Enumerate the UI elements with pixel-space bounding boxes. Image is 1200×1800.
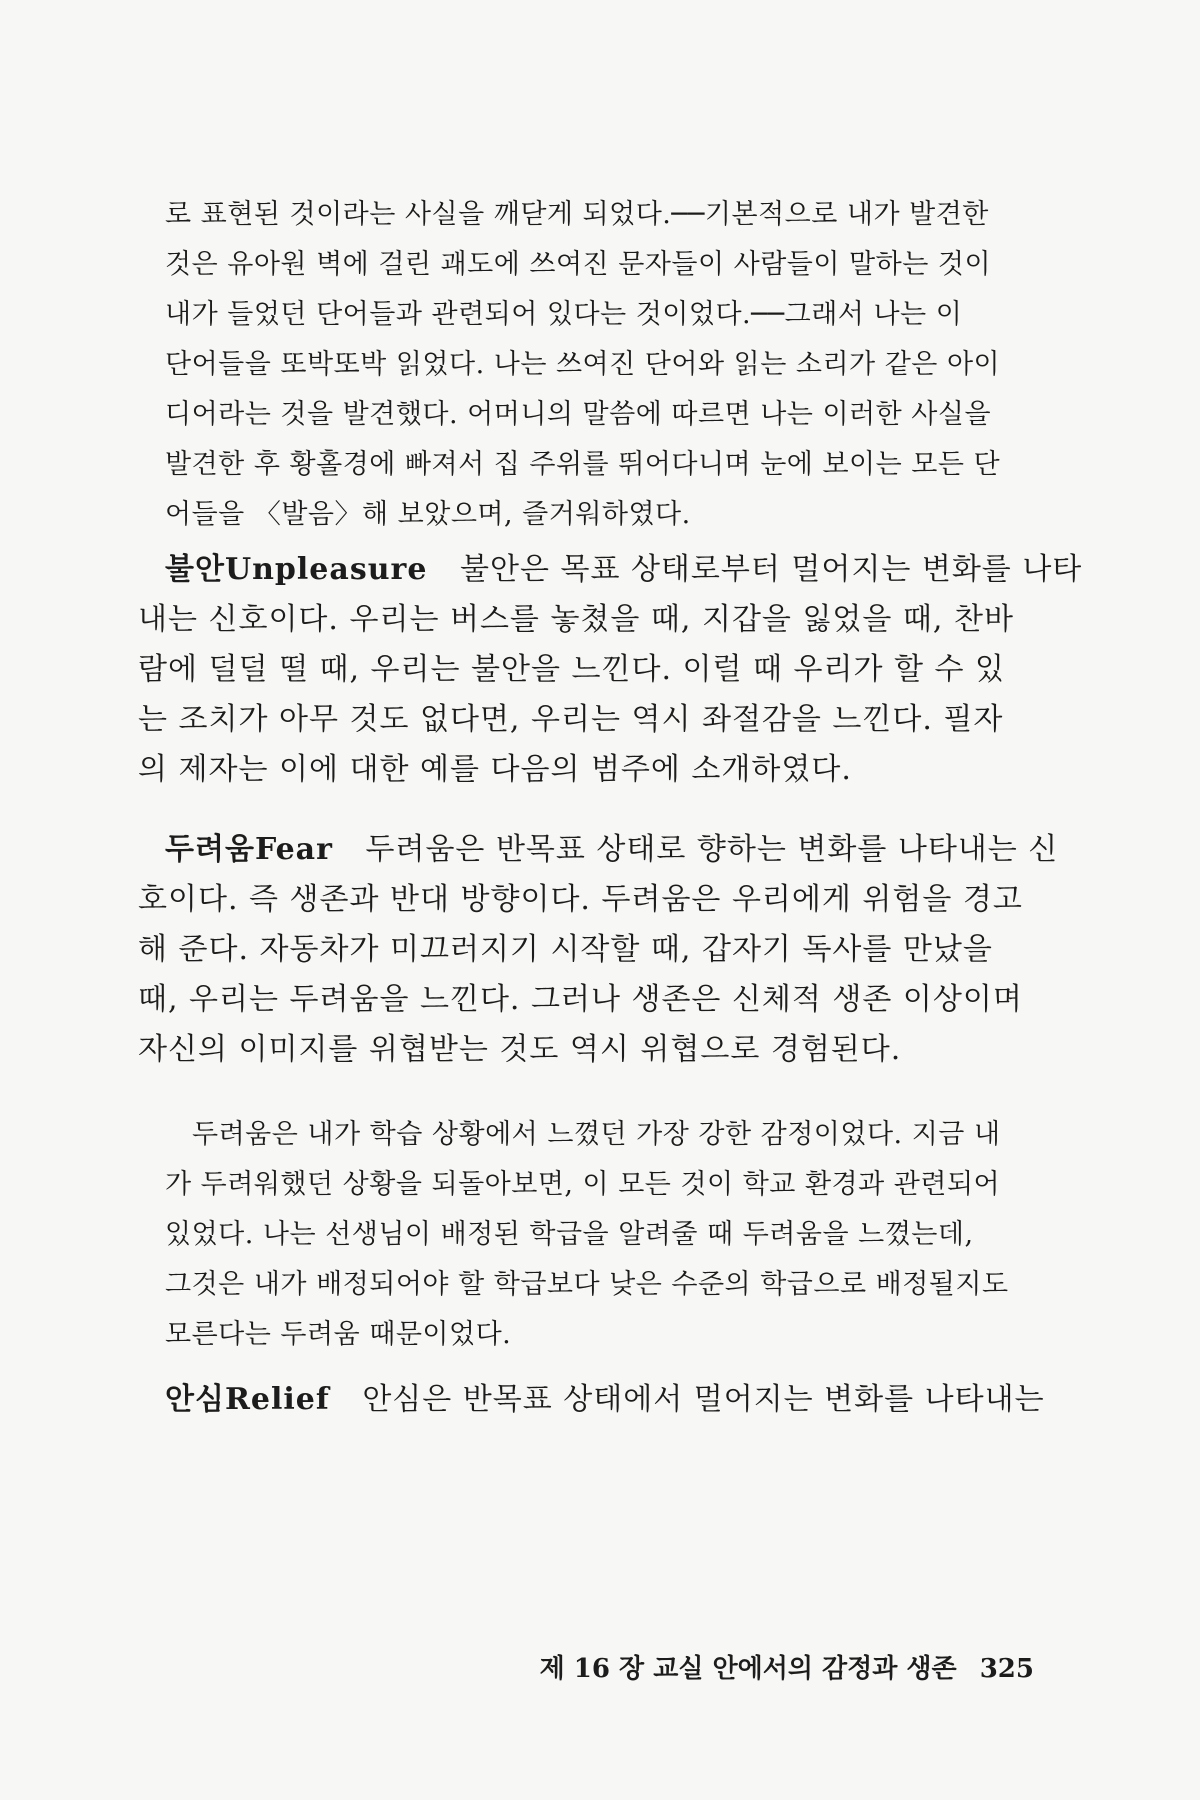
quote2-line: 그것은 내가 배정되어야 할 학급보다 낮은 수준의 학급으로 배정될지도 — [165, 1269, 1009, 1300]
fear-first-line — [165, 830, 1058, 870]
quote1-line: 것은 유아원 벽에 걸린 괘도에 쓰여진 문자들이 사람들이 말하는 것이 — [165, 249, 992, 280]
quote1-line: 내가 들었던 단어들과 관련되어 있다는 것이었다.──그래서 나는 이 — [165, 299, 963, 330]
quote2-line: 두려움은 내가 학습 상황에서 느꼈던 가장 강한 감정이었다. 지금 내 — [192, 1119, 1001, 1150]
body-line: 해 준다. 자동차가 미끄러지기 시작할 때, 갑자기 독사를 만났을 — [138, 932, 993, 967]
page-footer — [540, 1648, 1034, 1685]
page-number: 325 — [979, 1654, 1034, 1684]
quote1-line: 디어라는 것을 발견했다. 어머니의 말씀에 따르면 나는 이러한 사실을 — [165, 399, 992, 430]
term-unpleasure: 불안Unpleasure — [165, 552, 428, 587]
quote1-line: 발견한 후 황홀경에 빠져서 집 주위를 뛰어다니며 눈에 보이는 모든 단 — [165, 449, 1001, 480]
relief-first-line — [165, 1380, 1045, 1420]
quote2-line: 가 두려워했던 상황을 되돌아보면, 이 모든 것이 학교 환경과 관련되어 — [165, 1169, 1001, 1200]
body-line: 호이다. 즉 생존과 반대 방향이다. 두려움은 우리에게 위험을 경고 — [138, 882, 1023, 917]
fear-first-text: 두려움은 반목표 상태로 향하는 변화를 나타내는 신 — [365, 832, 1059, 867]
body-line: 내는 신호이다. 우리는 버스를 놓쳤을 때, 지갑을 잃었을 때, 찬바 — [138, 602, 1014, 637]
body-line: 자신의 이미지를 위협받는 것도 역시 위협으로 경험된다. — [138, 1032, 902, 1067]
relief-first-text: 안심은 반목표 상태에서 멀어지는 변화를 나타내는 — [362, 1382, 1045, 1417]
term-fear: 두려움Fear — [165, 832, 333, 867]
unpleasure-first-text: 불안은 목표 상태로부터 멀어지는 변화를 나타 — [459, 552, 1083, 587]
unpleasure-first-line — [165, 550, 1082, 590]
chapter-title: 제 16 장 교실 안에서의 감정과 생존 — [539, 1654, 957, 1684]
quote1-line: 로 표현된 것이라는 사실을 깨닫게 되었다.──기본적으로 내가 발견한 — [165, 199, 989, 230]
body-line: 때, 우리는 두려움을 느낀다. 그러나 생존은 신체적 생존 이상이며 — [138, 982, 1023, 1017]
quote2-line: 있었다. 나는 선생님이 배정된 학급을 알려줄 때 두려움을 느꼈는데, — [165, 1219, 974, 1250]
term-relief: 안심Relief — [165, 1382, 330, 1417]
body-line: 의 제자는 이에 대한 예를 다음의 범주에 소개하였다. — [138, 752, 852, 787]
quote1-line: 단어들을 또박또박 읽었다. 나는 쓰여진 단어와 읽는 소리가 같은 아이 — [165, 349, 1001, 380]
body-line: 는 조치가 아무 것도 없다면, 우리는 역시 좌절감을 느낀다. 필자 — [138, 702, 1004, 737]
body-line: 람에 덜덜 떨 때, 우리는 불안을 느낀다. 이럴 때 우리가 할 수 있 — [138, 652, 1006, 687]
quote1-line: 어들을 〈발음〉해 보았으며, 즐거워하였다. — [165, 499, 691, 530]
quote2-line: 모른다는 두려움 때문이었다. — [165, 1319, 512, 1350]
